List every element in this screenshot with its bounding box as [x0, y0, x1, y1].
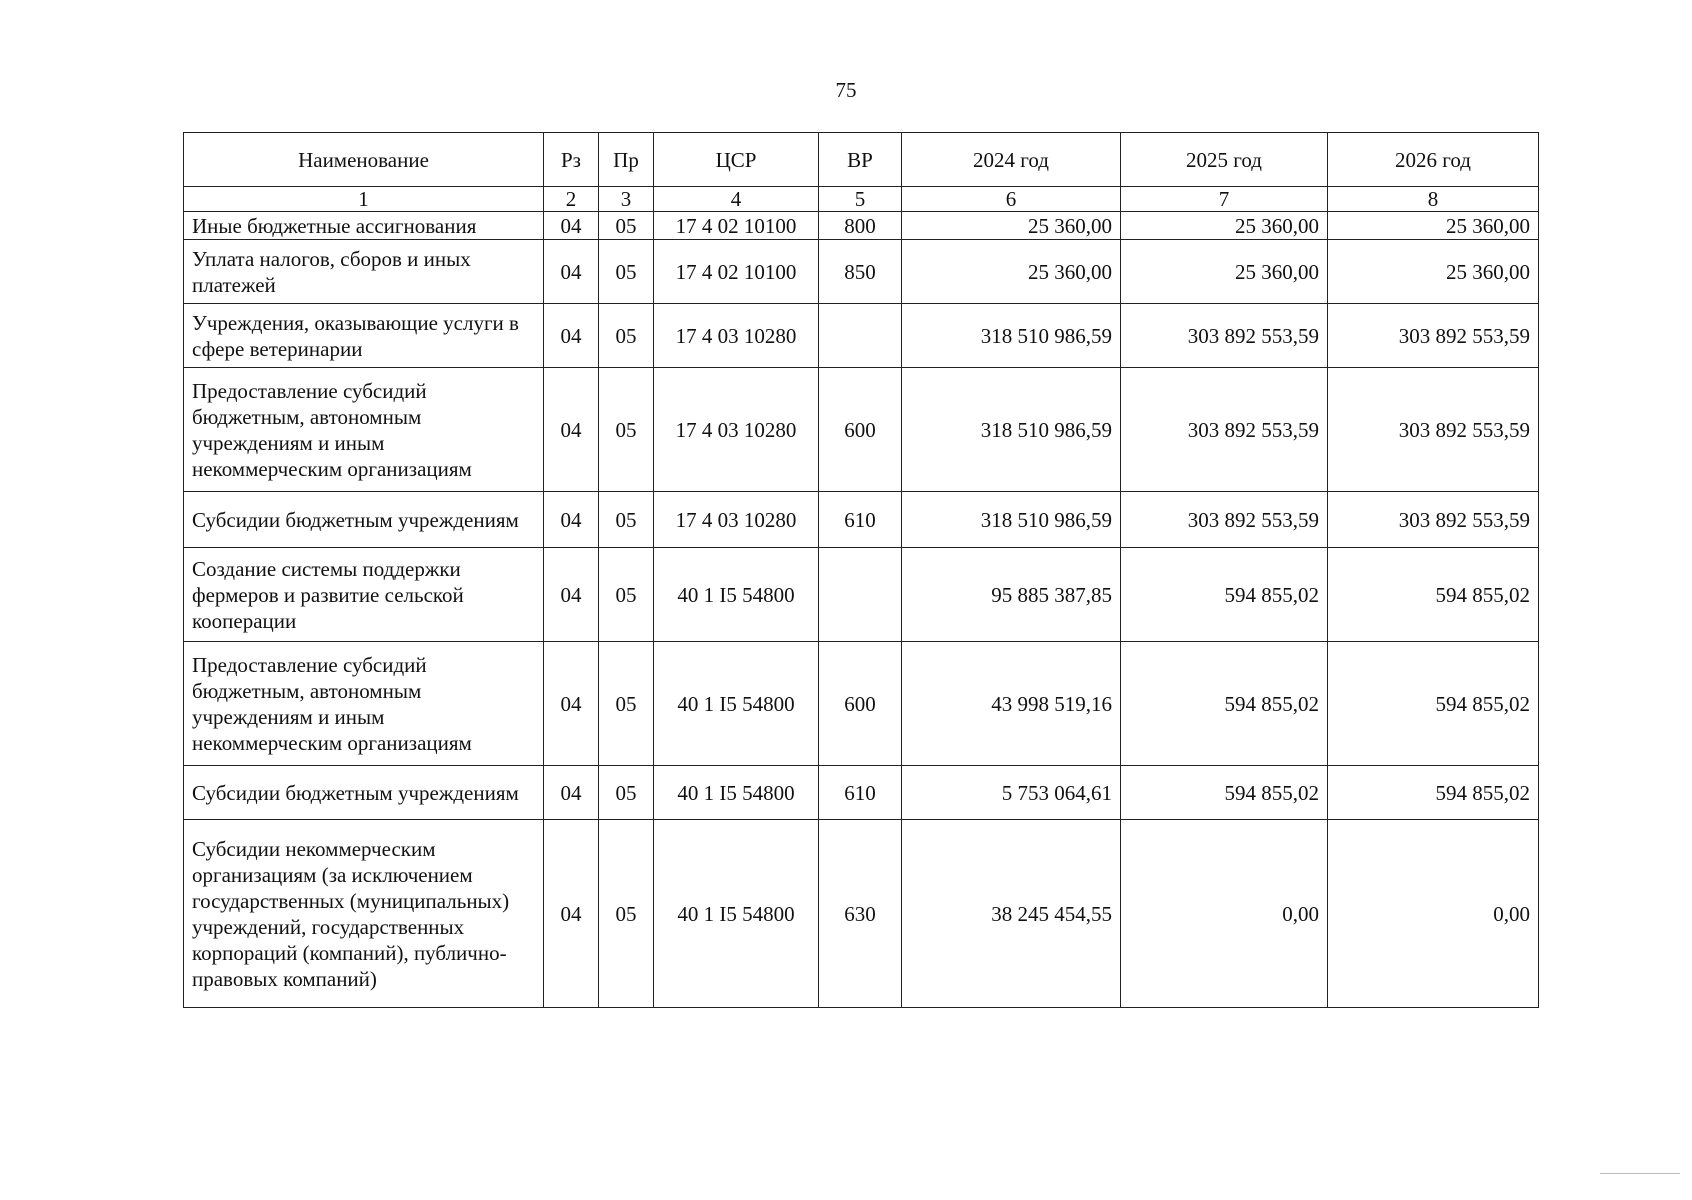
row-amount-2026: 594 855,02	[1328, 642, 1539, 766]
header-2026: 2026 год	[1328, 133, 1539, 187]
row-csr: 40 1 I5 54800	[654, 642, 819, 766]
table-row	[184, 548, 1539, 642]
row-amount-2025: 303 892 553,59	[1121, 368, 1328, 492]
row-pr: 05	[599, 820, 654, 1008]
row-amount-2026: 303 892 553,59	[1328, 368, 1539, 492]
header-rz: Рз	[544, 133, 599, 187]
row-amount-2026: 594 855,02	[1328, 548, 1539, 642]
row-amount-2025: 25 360,00	[1121, 212, 1328, 240]
row-amount-2025: 594 855,02	[1121, 766, 1328, 820]
scan-artifact-line	[1600, 1173, 1680, 1174]
row-vr: 600	[819, 642, 902, 766]
header-name: Наименование	[184, 133, 544, 187]
row-amount-2025: 25 360,00	[1121, 240, 1328, 304]
row-amount-2024: 95 885 387,85	[902, 548, 1121, 642]
row-amount-2024: 318 510 986,59	[902, 368, 1121, 492]
row-csr: 17 4 03 10280	[654, 492, 819, 548]
table-row	[184, 240, 1539, 304]
column-number: 8	[1328, 187, 1539, 212]
row-name: Субсидии некоммерческим организациям (за исключением государственных (муниципальных) учреждений, государственных корпораций (компаний), публично-правовых компаний)	[184, 820, 544, 1008]
row-name: Субсидии бюджетным учреждениям	[184, 492, 544, 548]
row-name: Иные бюджетные ассигнования	[184, 212, 544, 240]
row-pr: 05	[599, 766, 654, 820]
row-vr	[819, 304, 902, 368]
row-amount-2026: 0,00	[1328, 820, 1539, 1008]
row-amount-2025: 303 892 553,59	[1121, 304, 1328, 368]
budget-table	[183, 132, 1539, 1008]
row-pr: 05	[599, 240, 654, 304]
row-rz: 04	[544, 240, 599, 304]
row-amount-2026: 25 360,00	[1328, 212, 1539, 240]
row-name: Субсидии бюджетным учреждениям	[184, 766, 544, 820]
row-amount-2026: 303 892 553,59	[1328, 492, 1539, 548]
row-amount-2026: 25 360,00	[1328, 240, 1539, 304]
header-csr: ЦСР	[654, 133, 819, 187]
row-vr: 630	[819, 820, 902, 1008]
row-csr: 40 1 I5 54800	[654, 820, 819, 1008]
row-csr: 40 1 I5 54800	[654, 548, 819, 642]
row-vr: 800	[819, 212, 902, 240]
column-number: 1	[184, 187, 544, 212]
table-row	[184, 820, 1539, 1008]
row-amount-2024: 38 245 454,55	[902, 820, 1121, 1008]
column-number: 5	[819, 187, 902, 212]
table-row	[184, 304, 1539, 368]
row-amount-2025: 594 855,02	[1121, 548, 1328, 642]
row-name: Предоставление субсидий бюджетным, автономным учреждениям и иным некоммерческим организациям	[184, 642, 544, 766]
row-vr: 850	[819, 240, 902, 304]
row-pr: 05	[599, 304, 654, 368]
row-amount-2024: 25 360,00	[902, 240, 1121, 304]
row-rz: 04	[544, 304, 599, 368]
row-name: Учреждения, оказывающие услуги в сфере ветеринарии	[184, 304, 544, 368]
row-rz: 04	[544, 368, 599, 492]
row-vr: 610	[819, 766, 902, 820]
table-row	[184, 642, 1539, 766]
row-rz: 04	[544, 212, 599, 240]
header-row	[184, 133, 1539, 187]
row-name: Предоставление субсидий бюджетным, автономным учреждениям и иным некоммерческим организациям	[184, 368, 544, 492]
row-rz: 04	[544, 492, 599, 548]
row-name: Создание системы поддержки фермеров и развитие сельской кооперации	[184, 548, 544, 642]
row-amount-2024: 43 998 519,16	[902, 642, 1121, 766]
row-vr: 610	[819, 492, 902, 548]
row-rz: 04	[544, 820, 599, 1008]
header-vr: ВР	[819, 133, 902, 187]
column-number: 6	[902, 187, 1121, 212]
row-vr	[819, 548, 902, 642]
row-pr: 05	[599, 212, 654, 240]
column-number: 4	[654, 187, 819, 212]
row-pr: 05	[599, 642, 654, 766]
row-amount-2024: 318 510 986,59	[902, 304, 1121, 368]
column-number: 2	[544, 187, 599, 212]
header-2025: 2025 год	[1121, 133, 1328, 187]
row-name: Уплата налогов, сборов и иных платежей	[184, 240, 544, 304]
row-csr: 17 4 03 10280	[654, 304, 819, 368]
row-pr: 05	[599, 492, 654, 548]
row-rz: 04	[544, 766, 599, 820]
row-amount-2026: 303 892 553,59	[1328, 304, 1539, 368]
row-vr: 600	[819, 368, 902, 492]
row-amount-2024: 318 510 986,59	[902, 492, 1121, 548]
row-amount-2025: 0,00	[1121, 820, 1328, 1008]
row-amount-2024: 25 360,00	[902, 212, 1121, 240]
row-amount-2025: 594 855,02	[1121, 642, 1328, 766]
column-number: 7	[1121, 187, 1328, 212]
row-csr: 40 1 I5 54800	[654, 766, 819, 820]
table-row	[184, 212, 1539, 240]
row-amount-2024: 5 753 064,61	[902, 766, 1121, 820]
row-csr: 17 4 02 10100	[654, 212, 819, 240]
table-row	[184, 766, 1539, 820]
row-csr: 17 4 02 10100	[654, 240, 819, 304]
row-amount-2025: 303 892 553,59	[1121, 492, 1328, 548]
column-number-row	[184, 187, 1539, 212]
header-2024: 2024 год	[902, 133, 1121, 187]
row-rz: 04	[544, 642, 599, 766]
row-rz: 04	[544, 548, 599, 642]
page-number: 75	[835, 78, 857, 102]
header-pr: Пр	[599, 133, 654, 187]
row-csr: 17 4 03 10280	[654, 368, 819, 492]
table-row	[184, 368, 1539, 492]
row-pr: 05	[599, 368, 654, 492]
column-number: 3	[599, 187, 654, 212]
table-row	[184, 492, 1539, 548]
row-amount-2026: 594 855,02	[1328, 766, 1539, 820]
row-pr: 05	[599, 548, 654, 642]
